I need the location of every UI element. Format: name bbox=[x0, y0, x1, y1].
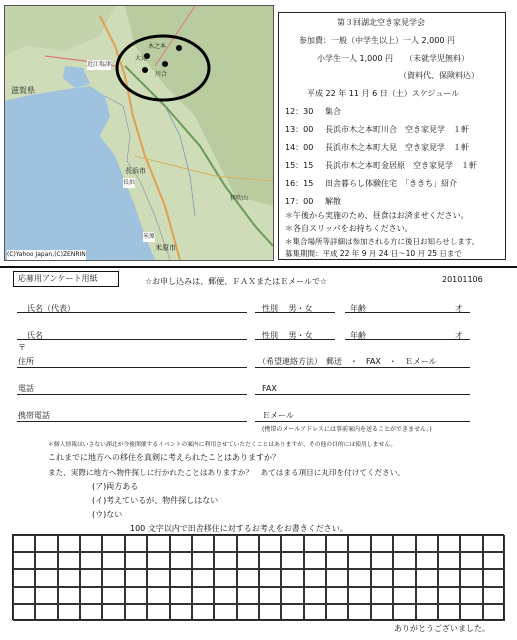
map-copyright: (C)Yahoo Japan,(C)ZENRIN bbox=[7, 251, 86, 258]
postal-mark: 〒 bbox=[18, 343, 26, 352]
question-2: また、実際に地方へ物件探しに行かれたことはありますか？ あてはまる項目に丸印を付けてください。 bbox=[48, 468, 405, 477]
grid-cell[interactable] bbox=[147, 569, 169, 586]
email-label: Ｅメール bbox=[262, 411, 294, 420]
gender-label: 性別 男・女 bbox=[262, 331, 313, 340]
grid-cell[interactable] bbox=[371, 587, 393, 604]
grid-cell[interactable] bbox=[259, 587, 281, 604]
schedule-time: 14：00 bbox=[285, 143, 314, 152]
grid-cell[interactable] bbox=[147, 587, 169, 604]
grid-cell[interactable] bbox=[214, 604, 236, 621]
schedule-time: 16：15 bbox=[285, 179, 314, 188]
grid-cell[interactable] bbox=[214, 535, 236, 552]
representative-name-label: 氏名（代表） bbox=[27, 304, 75, 313]
grid-cell[interactable] bbox=[237, 587, 259, 604]
grid-cell[interactable] bbox=[326, 535, 348, 552]
grid-cell[interactable] bbox=[483, 587, 505, 604]
grid-cell[interactable] bbox=[170, 535, 192, 552]
schedule-text: 集合 bbox=[325, 107, 341, 116]
age-label: 年齢 bbox=[350, 331, 366, 340]
address-field[interactable] bbox=[17, 367, 247, 368]
option-a[interactable]: (ア)両方ある bbox=[92, 482, 139, 491]
grid-cell[interactable] bbox=[304, 604, 326, 621]
recruit-period: 募集期間：平成 22 年 9 月 24 日～10 月 25 日まで bbox=[285, 249, 462, 258]
schedule-text: 解散 bbox=[325, 197, 341, 206]
grid-cell[interactable] bbox=[438, 535, 460, 552]
map-label-shiotsu: 近江塩津 bbox=[87, 61, 112, 68]
privacy-note: ＊個人情報はいさない湖北が今後開催するイベントの案内に利用させていただくことはありますが、その他の目的には使用しません。 bbox=[48, 442, 397, 448]
grid-cell[interactable] bbox=[259, 535, 281, 552]
grid-cell[interactable] bbox=[102, 587, 124, 604]
grid-cell[interactable] bbox=[147, 552, 169, 569]
grid-cell[interactable] bbox=[102, 569, 124, 586]
grid-cell[interactable] bbox=[393, 569, 415, 586]
grid-cell[interactable] bbox=[326, 569, 348, 586]
form-instruction: ☆お申し込みは、郵便、ＦＡＸまたはＥメールで☆ bbox=[145, 277, 328, 286]
schedule-time: 12：30 bbox=[285, 107, 314, 116]
grid-cell[interactable] bbox=[170, 604, 192, 621]
grid-cell[interactable] bbox=[259, 604, 281, 621]
mobile-label: 携帯電話 bbox=[18, 411, 50, 420]
grid-cell[interactable] bbox=[58, 552, 80, 569]
age-unit: 才 bbox=[455, 304, 463, 313]
grid-cell[interactable] bbox=[214, 552, 236, 569]
event-note: ＊集合場所等詳細は参加される方に後日お知らせします。 bbox=[285, 237, 480, 246]
grid-cell[interactable] bbox=[304, 535, 326, 552]
phone-label: 電話 bbox=[18, 384, 34, 393]
grid-cell[interactable] bbox=[371, 535, 393, 552]
section-divider bbox=[0, 266, 517, 268]
grid-cell[interactable] bbox=[416, 569, 438, 586]
grid-cell[interactable] bbox=[192, 604, 214, 621]
grid-cell[interactable] bbox=[214, 569, 236, 586]
age-unit: 才 bbox=[455, 331, 463, 340]
map-label-nagahama: 長浜 bbox=[123, 179, 136, 186]
grid-cell[interactable] bbox=[393, 552, 415, 569]
grid-cell[interactable] bbox=[80, 552, 102, 569]
schedule-text: 長浜市木之本町大見 空き家見学 １軒 bbox=[325, 143, 469, 152]
map-label-maibara: 米原 bbox=[143, 233, 156, 240]
event-note: ＊午後から実施のため、昼食はお済ませください。 bbox=[285, 211, 469, 220]
grid-cell[interactable] bbox=[170, 587, 192, 604]
grid-cell[interactable] bbox=[35, 552, 57, 569]
grid-cell[interactable] bbox=[438, 587, 460, 604]
grid-cell[interactable] bbox=[35, 604, 57, 621]
option-c[interactable]: (ウ)ない bbox=[92, 510, 123, 519]
essay-prompt: 100 文字以内で田舎移住に対するお考えをお書きください。 bbox=[130, 524, 348, 533]
essay-grid[interactable] bbox=[12, 534, 504, 620]
grid-cell[interactable] bbox=[147, 604, 169, 621]
age-field[interactable] bbox=[345, 312, 470, 313]
grid-cell[interactable] bbox=[35, 535, 57, 552]
grid-cell[interactable] bbox=[483, 569, 505, 586]
email-note: (携帯のメールアドレスには事前案内を送ることができません。) bbox=[262, 426, 432, 433]
grid-cell[interactable] bbox=[304, 569, 326, 586]
schedule-time: 13：00 bbox=[285, 125, 314, 134]
grid-cell[interactable] bbox=[326, 604, 348, 621]
grid-cell[interactable] bbox=[371, 552, 393, 569]
schedule-time: 15：15 bbox=[285, 161, 314, 170]
grid-cell[interactable] bbox=[483, 535, 505, 552]
event-info-box bbox=[278, 12, 506, 260]
address-label: 住所 bbox=[18, 357, 34, 366]
grid-cell[interactable] bbox=[170, 569, 192, 586]
grid-cell[interactable] bbox=[326, 587, 348, 604]
grid-cell[interactable] bbox=[13, 604, 35, 621]
grid-cell[interactable] bbox=[460, 552, 482, 569]
grid-cell[interactable] bbox=[281, 604, 303, 621]
event-note: ＊各自スリッパをお持ちください。 bbox=[285, 224, 413, 233]
fee-child: 小学生一人 1,000 円 （未就学児無料） bbox=[317, 54, 469, 63]
grid-cell[interactable] bbox=[237, 569, 259, 586]
grid-cell[interactable] bbox=[102, 535, 124, 552]
event-date: 平成 22 年 11 月 6 日（土）スケジュール bbox=[307, 89, 460, 98]
mobile-field[interactable] bbox=[17, 421, 247, 422]
grid-cell[interactable] bbox=[58, 587, 80, 604]
grid-cell[interactable] bbox=[125, 535, 147, 552]
grid-cell[interactable] bbox=[281, 552, 303, 569]
grid-cell[interactable] bbox=[438, 552, 460, 569]
gender-field[interactable] bbox=[255, 339, 335, 340]
grid-cell[interactable] bbox=[125, 569, 147, 586]
grid-cell[interactable] bbox=[170, 552, 192, 569]
grid-cell[interactable] bbox=[13, 535, 35, 552]
rep-name-field[interactable] bbox=[17, 312, 247, 313]
schedule-time: 17：00 bbox=[285, 197, 314, 206]
grid-cell[interactable] bbox=[214, 587, 236, 604]
grid-cell[interactable] bbox=[259, 552, 281, 569]
grid-cell[interactable] bbox=[393, 604, 415, 621]
grid-cell[interactable] bbox=[125, 604, 147, 621]
grid-cell[interactable] bbox=[35, 569, 57, 586]
grid-cell[interactable] bbox=[192, 587, 214, 604]
grid-cell[interactable] bbox=[460, 587, 482, 604]
grid-cell[interactable] bbox=[371, 604, 393, 621]
grid-cell[interactable] bbox=[438, 569, 460, 586]
grid-cell[interactable] bbox=[192, 569, 214, 586]
grid-cell[interactable] bbox=[192, 552, 214, 569]
map-label-nagahama-city: 長浜市 bbox=[125, 167, 146, 175]
grid-cell[interactable] bbox=[460, 604, 482, 621]
grid-cell[interactable] bbox=[237, 604, 259, 621]
grid-cell[interactable] bbox=[80, 604, 102, 621]
grid-cell[interactable] bbox=[13, 587, 35, 604]
grid-cell[interactable] bbox=[371, 569, 393, 586]
grid-cell[interactable] bbox=[58, 535, 80, 552]
schedule-text: 長浜市木之本町金居原 空き家見学 １軒 bbox=[325, 161, 477, 170]
grid-cell[interactable] bbox=[416, 535, 438, 552]
grid-cell[interactable] bbox=[393, 587, 415, 604]
form-header-label bbox=[13, 271, 119, 287]
grid-cell[interactable] bbox=[483, 552, 505, 569]
grid-cell[interactable] bbox=[35, 587, 57, 604]
grid-cell[interactable] bbox=[13, 552, 35, 569]
grid-cell[interactable] bbox=[460, 569, 482, 586]
grid-cell[interactable] bbox=[13, 569, 35, 586]
map-label-kinomoto: 木之本 bbox=[148, 43, 167, 50]
grid-cell[interactable] bbox=[304, 552, 326, 569]
fax-field[interactable] bbox=[255, 394, 470, 395]
grid-cell[interactable] bbox=[237, 535, 259, 552]
grid-cell[interactable] bbox=[147, 535, 169, 552]
fee-adult: 参加費：一般（中学生以上）一人 2,000 円 bbox=[299, 36, 455, 45]
schedule-text: 田舎暮らし体験住宅 「ききち」紹介 bbox=[325, 179, 457, 188]
grid-cell[interactable] bbox=[416, 604, 438, 621]
grid-cell[interactable] bbox=[192, 535, 214, 552]
grid-cell[interactable] bbox=[102, 552, 124, 569]
name-field[interactable] bbox=[17, 339, 247, 340]
grid-cell[interactable] bbox=[483, 604, 505, 621]
grid-cell[interactable] bbox=[80, 569, 102, 586]
gender-label: 性別 男・女 bbox=[262, 304, 313, 313]
grid-cell[interactable] bbox=[281, 569, 303, 586]
gender-field[interactable] bbox=[255, 312, 335, 313]
grid-cell[interactable] bbox=[304, 587, 326, 604]
grid-cell[interactable] bbox=[237, 552, 259, 569]
grid-cell[interactable] bbox=[348, 535, 370, 552]
grid-cell[interactable] bbox=[259, 569, 281, 586]
grid-cell[interactable] bbox=[326, 552, 348, 569]
schedule-text: 長浜市木之本町川合 空き家見学 １軒 bbox=[325, 125, 469, 134]
grid-cell[interactable] bbox=[281, 587, 303, 604]
grid-cell[interactable] bbox=[438, 604, 460, 621]
map-label-omi: 大見 bbox=[135, 55, 148, 62]
grid-cell[interactable] bbox=[416, 587, 438, 604]
grid-cell[interactable] bbox=[58, 604, 80, 621]
question-1: これまでに地方への移住を真剣に考えられたことはありますか？ bbox=[48, 453, 280, 462]
grid-cell[interactable] bbox=[58, 569, 80, 586]
fee-note: （資料代、保険料込） bbox=[399, 71, 479, 80]
option-b[interactable]: (イ)考えているが、物件探しはない bbox=[92, 496, 219, 505]
grid-cell[interactable] bbox=[102, 604, 124, 621]
grid-cell[interactable] bbox=[125, 552, 147, 569]
grid-cell[interactable] bbox=[281, 535, 303, 552]
grid-cell[interactable] bbox=[416, 552, 438, 569]
grid-cell[interactable] bbox=[348, 587, 370, 604]
phone-field[interactable] bbox=[17, 394, 247, 395]
map-label-lake: 滋賀県 bbox=[11, 86, 35, 95]
email-field[interactable] bbox=[255, 421, 470, 422]
map-graphic bbox=[5, 6, 273, 260]
map-label-kawai: 川合 bbox=[155, 71, 168, 78]
event-title: 第３回湖北空き家見学会 bbox=[337, 18, 425, 27]
age-label: 年齢 bbox=[350, 304, 366, 313]
fax-label: FAX bbox=[262, 384, 277, 393]
map-label-ibuki: 伊吹山 bbox=[230, 195, 249, 202]
contact-method: （希望連絡方法） 郵送 ・ FAX ・ Ｅメール bbox=[258, 357, 437, 366]
name-label: 氏名 bbox=[27, 331, 43, 340]
grid-cell[interactable] bbox=[348, 552, 370, 569]
grid-cell[interactable] bbox=[348, 604, 370, 621]
form-code: 20101106 bbox=[442, 275, 483, 284]
form-header-text: 応募用アンケート用紙 bbox=[18, 274, 98, 283]
grid-cell[interactable] bbox=[460, 535, 482, 552]
contact-method-field[interactable] bbox=[255, 367, 470, 368]
thanks-text: ありがとうございました。 bbox=[394, 624, 490, 633]
grid-cell[interactable] bbox=[80, 587, 102, 604]
grid-cell[interactable] bbox=[393, 535, 415, 552]
grid-cell[interactable] bbox=[125, 587, 147, 604]
area-map bbox=[4, 5, 274, 261]
grid-cell[interactable] bbox=[80, 535, 102, 552]
age-field[interactable] bbox=[345, 339, 470, 340]
grid-cell[interactable] bbox=[348, 569, 370, 586]
map-label-maibara-city: 米原市 bbox=[155, 244, 176, 252]
